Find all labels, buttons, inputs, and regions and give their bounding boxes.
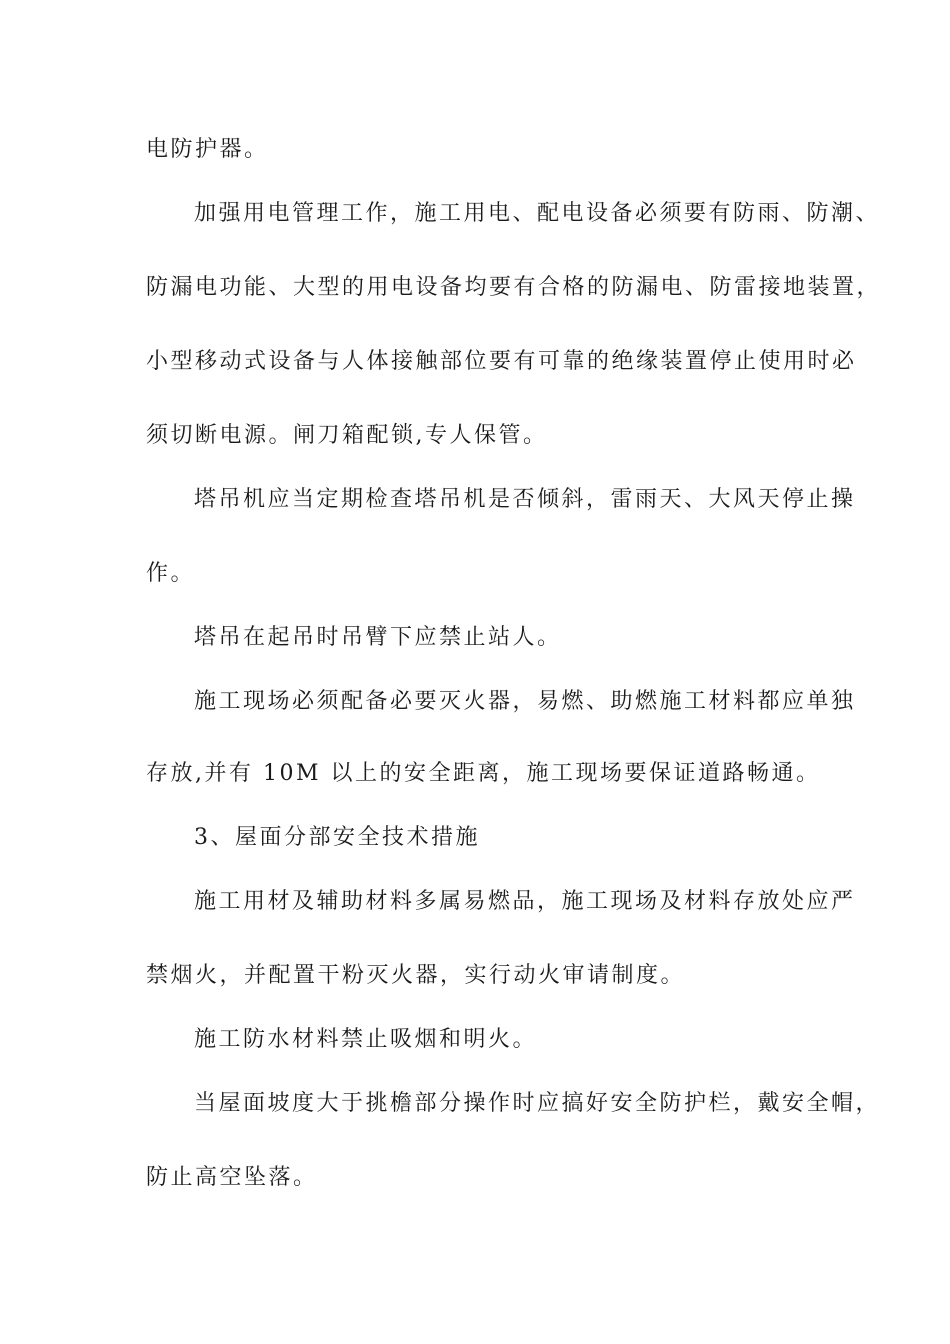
text-line: 小型移动式设备与人体接触部位要有可靠的绝缘装置停止使用时必 [146,349,857,374]
text-line: 作。 [146,561,196,586]
section-heading: 3、屋面分部安全技术措施 [194,825,480,850]
text-line: 防漏电功能、大型的用电设备均要有合格的防漏电、防雷接地装置， [146,275,882,300]
paragraph-line: 当屋面坡度大于挑檐部分操作时应搞好安全防护栏，戴安全帽， [194,1091,881,1116]
text-line: 电防护器。 [146,137,269,162]
paragraph-line: 施工防水材料禁止吸烟和明火。 [194,1027,538,1052]
text-line: 存放,并有 10M 以上的安全距离，施工现场要保证道路畅通。 [146,761,821,786]
text-line: 防止高空坠落。 [146,1165,318,1190]
text-line: 须切断电源。闸刀箱配锁,专人保管。 [146,423,548,448]
paragraph-line: 塔吊在起吊时吊臂下应禁止站人。 [194,625,562,650]
paragraph-line: 施工现场必须配备必要灭火器，易燃、助燃施工材料都应单独 [194,689,856,714]
text-line: 禁烟火，并配置干粉灭火器，实行动火审请制度。 [146,963,686,988]
paragraph-line: 塔吊机应当定期检查塔吊机是否倾斜，雷雨天、大风天停止操 [194,487,856,512]
paragraph-line: 施工用材及辅助材料多属易燃品，施工现场及材料存放处应严 [194,889,856,914]
paragraph-line: 加强用电管理工作，施工用电、配电设备必须要有防雨、防潮、 [194,201,881,226]
